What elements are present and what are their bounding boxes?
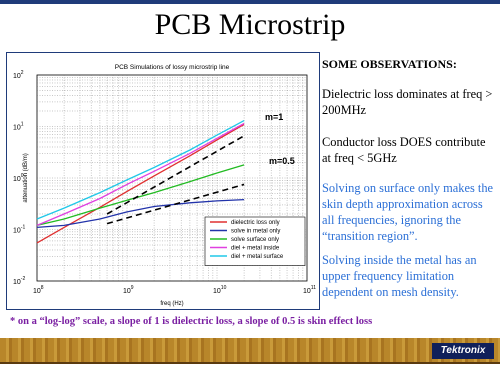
footnote: * on a “log-log” scale, a slope of 1 is dielectric loss, a slope of 0.5 is skin effect loss [10, 316, 373, 327]
observations-heading: SOME OBSERVATIONS: [322, 57, 457, 71]
legend-entry: diel + metal inside [231, 245, 280, 252]
y-tick-label: $10^0$ [13, 173, 24, 183]
legend-entry: dielectric loss only [231, 220, 280, 226]
divider-line [0, 362, 500, 364]
y-tick-label: $10^{-2}$ [13, 276, 26, 286]
x-axis-label: freq (Hz) [160, 301, 184, 307]
gold-band [0, 338, 500, 362]
x-tick-label: $10^{11}$ [303, 285, 316, 295]
legend-entry: solve in metal only [231, 228, 281, 235]
tektronix-logo: Tektronix [432, 343, 494, 359]
slide-title: PCB Microstrip [154, 8, 346, 41]
y-axis-label: attenuation (dB/m) [23, 153, 29, 203]
x-tick-label: $10^9$ [123, 285, 134, 295]
chart-title: PCB Simulations of lossy microstrip line [114, 64, 230, 71]
slope-label: m=1 [265, 112, 284, 122]
y-tick-label: $10^2$ [13, 70, 24, 80]
y-tick-label: $10^1$ [13, 121, 24, 132]
legend-entry: solve surface only [231, 237, 280, 243]
top-accent-bar [0, 0, 500, 4]
x-tick-label: $10^8$ [33, 285, 44, 295]
bottom-decoration [0, 338, 500, 375]
chart-figure [6, 52, 320, 310]
observation-mesh: Solving inside the metal has an upper frequency limitation dependent on mesh density. [322, 253, 477, 299]
observation-surface: Solving on surface only makes the skin depth approximation across all frequencies, ignoring the “transition region”. [322, 181, 494, 243]
slope-label: m=0.5 [269, 156, 295, 166]
y-tick-label: $10^{-1}$ [13, 224, 26, 235]
observation-dielectric: Dielectric loss dominates at freq > 200MHz [322, 87, 493, 117]
x-tick-label: $10^{10}$ [213, 285, 227, 295]
legend-entry: diel + metal surface [231, 254, 284, 260]
observation-conductor: Conductor loss DOES contribute at freq < 5GHz [322, 135, 486, 165]
attenuation-chart [7, 53, 319, 309]
